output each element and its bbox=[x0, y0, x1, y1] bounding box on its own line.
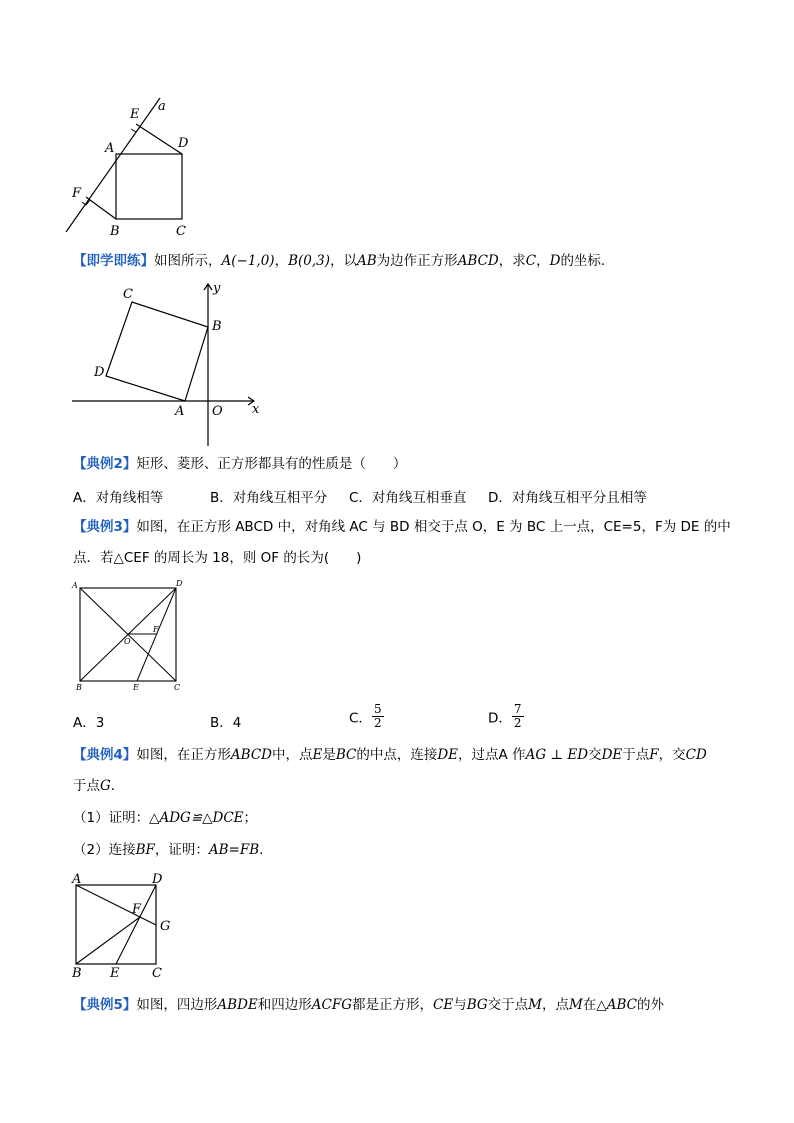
example-2-option-c[interactable]: C．对角线互相垂直 bbox=[349, 490, 467, 506]
label-C: C bbox=[176, 224, 186, 239]
label-C: C bbox=[152, 966, 162, 981]
label-C: C bbox=[123, 287, 133, 302]
label-y: y bbox=[213, 281, 221, 296]
example-2-option-b[interactable]: B．对角线互相平分 bbox=[210, 490, 328, 506]
label-D: D bbox=[152, 872, 163, 887]
practice-tag: 【即学即练】 bbox=[73, 253, 154, 269]
example-3-tag: 【典例3】 bbox=[73, 519, 137, 535]
label-D: D bbox=[178, 136, 189, 151]
example-4-line-2: 于点G． bbox=[73, 778, 125, 794]
example-5-tag: 【典例5】 bbox=[73, 997, 137, 1013]
label-D: D bbox=[94, 365, 105, 380]
label-a: a bbox=[158, 99, 166, 114]
square-abcd bbox=[106, 302, 208, 401]
segment-bf bbox=[76, 917, 140, 964]
example-2-option-d[interactable]: D．对角线互相平分且相等 bbox=[488, 490, 647, 506]
example-5-line-1: 【典例5】如图，四边形ABDE和四边形ACFG都是正方形，CE与BG交于点M，点M在△ABC的外 bbox=[73, 997, 664, 1013]
figure-square-line-a bbox=[60, 92, 210, 242]
figure-example-3 bbox=[70, 576, 190, 696]
label-A: A bbox=[105, 141, 115, 156]
segment-ag bbox=[76, 885, 156, 925]
example-4-tag: 【典例4】 bbox=[73, 747, 137, 763]
example-3-line-1: 【典例3】如图，在正方形 ABCD 中，对角线 AC 与 BD 相交于点 O，E 为 BC 上一点，CE=5，F为 DE 的中 bbox=[73, 519, 731, 535]
label-F: F bbox=[132, 902, 142, 917]
example-3-option-c[interactable]: C． $\frac{5}{2}$ bbox=[349, 702, 382, 730]
label-B: B bbox=[212, 319, 222, 334]
example-2-option-a[interactable]: A．对角线相等 bbox=[73, 490, 164, 506]
example-4-question-1: （1）证明：△ADG≌△DCE； bbox=[73, 810, 258, 826]
line-a bbox=[66, 98, 160, 232]
square-abcd bbox=[116, 154, 182, 219]
segment-de bbox=[136, 124, 182, 154]
label-B: B bbox=[110, 224, 120, 239]
label-G: G bbox=[160, 919, 171, 934]
example-4-question-2: （2）连接BF，证明：AB=FB． bbox=[73, 842, 273, 858]
label-B: B bbox=[72, 966, 82, 981]
figure-coordinate-square bbox=[66, 278, 266, 450]
label-O: O bbox=[212, 404, 223, 419]
example-3-option-a[interactable]: A．3 bbox=[73, 715, 105, 731]
label-E: E bbox=[110, 966, 120, 981]
label-C: C bbox=[174, 683, 181, 692]
label-O: O bbox=[124, 637, 131, 646]
label-A: A bbox=[72, 872, 82, 887]
square-abcd bbox=[76, 885, 156, 964]
label-A: A bbox=[72, 581, 78, 590]
label-F: F bbox=[72, 186, 82, 201]
label-x: x bbox=[252, 402, 260, 417]
example-2-stem: 【典例2】矩形、菱形、正方形都具有的性质是（ ） bbox=[73, 456, 407, 472]
label-E: E bbox=[133, 683, 139, 692]
figure-example-4 bbox=[66, 868, 186, 986]
label-e: E bbox=[130, 107, 140, 122]
label-A: A bbox=[175, 404, 185, 419]
practice-question: 【即学即练】如图所示，A(−1,0)，B(0,3)，以AB为边作正方形ABCD，求C，D的坐标. bbox=[73, 253, 606, 269]
example-3-option-d[interactable]: D． $\frac{7}{2}$ bbox=[488, 702, 522, 730]
label-B: B bbox=[76, 683, 82, 692]
segment-bf bbox=[86, 197, 116, 219]
segment-de bbox=[116, 885, 156, 964]
example-3-option-b[interactable]: B．4 bbox=[210, 715, 242, 731]
label-D: D bbox=[176, 579, 183, 588]
example-4-line-1: 【典例4】如图，在正方形ABCD中，点E是BC的中点，连接DE，过点A 作AG ⊥ ED交DE于点F，交CD bbox=[73, 747, 707, 763]
example-3-line-2: 点．若△CEF 的周长为 18，则 OF 的长为( ) bbox=[73, 550, 362, 566]
example-2-tag: 【典例2】 bbox=[73, 456, 137, 472]
label-F: F bbox=[153, 625, 159, 634]
